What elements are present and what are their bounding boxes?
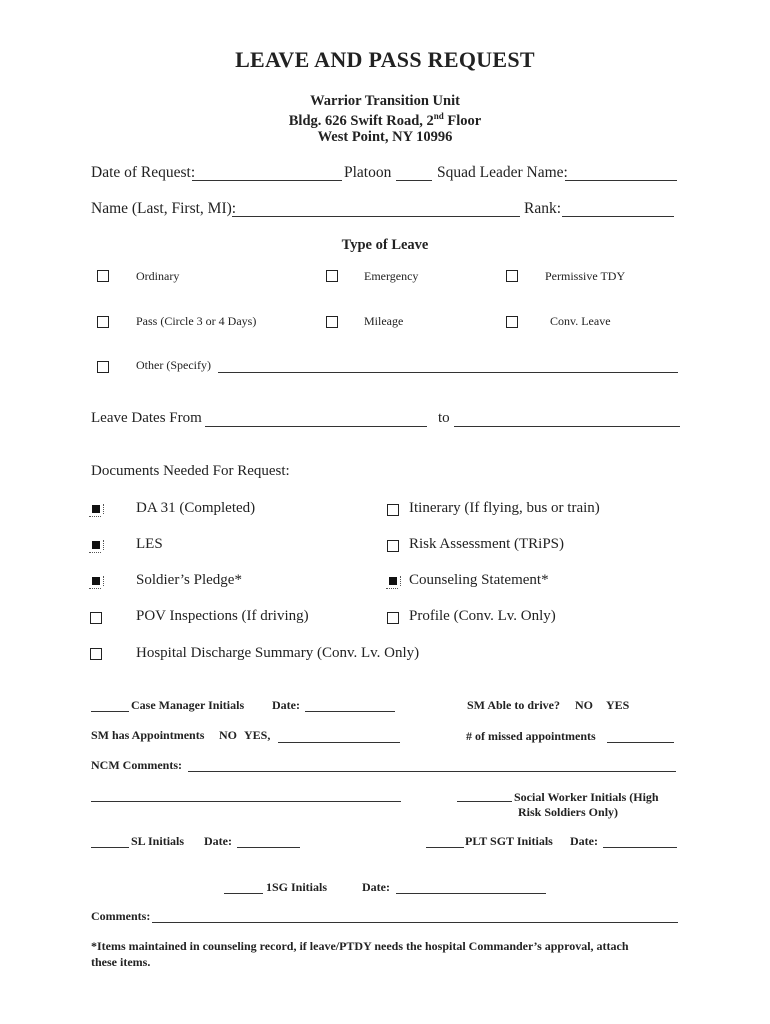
risk-assessment-label: Risk Assessment (TRiPS) <box>409 536 565 552</box>
itinerary-checkbox[interactable] <box>387 504 399 516</box>
hospital-discharge-checkbox[interactable] <box>90 648 102 660</box>
ncm-comments-field[interactable] <box>188 771 676 772</box>
leave-dates-from-label: Leave Dates From <box>91 410 202 426</box>
pov-inspections-checkbox[interactable] <box>90 612 102 624</box>
other-checkbox[interactable] <box>97 361 109 373</box>
ordinary-checkbox[interactable] <box>97 270 109 282</box>
sl-date-label: Date: <box>204 834 232 848</box>
squad-leader-label: Squad Leader Name: <box>437 164 568 181</box>
pov-inspections-label: POV Inspections (If driving) <box>136 608 309 624</box>
drive-no-option[interactable]: NO <box>575 698 593 712</box>
profile-checkbox[interactable] <box>387 612 399 624</box>
squad-leader-field[interactable] <box>565 180 677 181</box>
other-label: Other (Specify) <box>136 358 211 372</box>
conv-leave-checkbox[interactable] <box>506 316 518 328</box>
plt-sgt-initials-field[interactable] <box>426 847 464 848</box>
form-title: LEAVE AND PASS REQUEST <box>235 47 535 72</box>
ordinary-label: Ordinary <box>136 269 180 283</box>
permissive-tdy-label: Permissive TDY <box>545 269 626 283</box>
leave-dates-from-field[interactable] <box>205 426 427 427</box>
documents-heading: Documents Needed For Request: <box>91 463 290 479</box>
date-of-request-label: Date of Request: <box>91 164 196 181</box>
isg-date-field[interactable] <box>396 893 546 894</box>
ncm-comments-field-2[interactable] <box>91 801 401 802</box>
comments-label: Comments: <box>91 909 151 923</box>
profile-label: Profile (Conv. Lv. Only) <box>409 608 556 624</box>
ncm-comments-label: NCM Comments: <box>91 758 182 772</box>
name-field[interactable] <box>232 216 520 217</box>
case-manager-initials-field[interactable] <box>91 711 129 712</box>
rank-field[interactable] <box>562 216 674 217</box>
sl-initials-label: SL Initials <box>131 834 185 848</box>
rank-label: Rank: <box>524 200 562 217</box>
isg-initials-label: 1SG Initials <box>266 880 328 894</box>
soldiers-pledge-checkbox[interactable] <box>92 577 100 585</box>
emergency-label: Emergency <box>364 269 419 283</box>
conv-leave-label: Conv. Leave <box>550 314 611 328</box>
sl-initials-field[interactable] <box>91 847 129 848</box>
emergency-checkbox[interactable] <box>326 270 338 282</box>
da31-label: DA 31 (Completed) <box>136 500 256 516</box>
soldiers-pledge-label: Soldier’s Pledge* <box>136 572 242 588</box>
platoon-label: Platoon <box>344 164 392 181</box>
mileage-label: Mileage <box>364 314 404 328</box>
missed-appointments-label: # of missed appointments <box>466 729 596 743</box>
plt-sgt-initials-label: PLT SGT Initials <box>465 834 553 848</box>
counseling-statement-label: Counseling Statement* <box>409 572 549 588</box>
hospital-discharge-label: Hospital Discharge Summary (Conv. Lv. Only) <box>136 645 420 661</box>
missed-appointments-field[interactable] <box>607 742 674 743</box>
case-manager-date-field[interactable] <box>305 711 395 712</box>
social-worker-label-2: Risk Soldiers Only) <box>518 805 619 819</box>
footnote-line-2: these items. <box>91 955 151 969</box>
unit-address: Bldg. 626 Swift Road, 2nd Floor <box>288 111 482 129</box>
appointments-no-option[interactable]: NO <box>219 728 237 742</box>
social-worker-label-1: Social Worker Initials (High <box>514 790 659 804</box>
isg-date-label: Date: <box>362 880 390 894</box>
sm-able-to-drive-label: SM Able to drive? <box>467 698 560 712</box>
leave-dates-to-label: to <box>438 410 450 426</box>
sl-date-field[interactable] <box>237 847 300 848</box>
mileage-checkbox[interactable] <box>326 316 338 328</box>
other-specify-field[interactable] <box>218 372 678 373</box>
da31-checkbox[interactable] <box>92 505 100 513</box>
platoon-field[interactable] <box>396 180 432 181</box>
date-of-request-field[interactable] <box>192 180 342 181</box>
unit-name: Warrior Transition Unit <box>310 93 460 109</box>
case-manager-date-label: Date: <box>272 698 300 712</box>
pass-label: Pass (Circle 3 or 4 Days) <box>136 314 257 328</box>
social-worker-initials-field[interactable] <box>457 801 512 802</box>
counseling-statement-checkbox[interactable] <box>389 577 397 585</box>
sm-appointments-label: SM has Appointments <box>91 728 205 742</box>
plt-sgt-date-field[interactable] <box>603 847 677 848</box>
pass-checkbox[interactable] <box>97 316 109 328</box>
les-label: LES <box>136 536 163 552</box>
risk-assessment-checkbox[interactable] <box>387 540 399 552</box>
name-label: Name (Last, First, MI): <box>91 200 237 217</box>
case-manager-initials-label: Case Manager Initials <box>131 698 245 712</box>
footnote-line-1: *Items maintained in counseling record, if leave/PTDY needs the hospital Commander’s approval, attach <box>91 939 629 953</box>
drive-yes-option[interactable]: YES <box>606 698 630 712</box>
leave-dates-to-field[interactable] <box>454 426 680 427</box>
appointments-yes-option[interactable]: YES, <box>244 728 271 742</box>
unit-city: West Point, NY 10996 <box>317 129 453 145</box>
appointments-field[interactable] <box>278 742 400 743</box>
comments-field[interactable] <box>152 922 678 923</box>
les-checkbox[interactable] <box>92 541 100 549</box>
permissive-tdy-checkbox[interactable] <box>506 270 518 282</box>
isg-initials-field[interactable] <box>224 893 263 894</box>
itinerary-label: Itinerary (If flying, bus or train) <box>409 500 600 516</box>
plt-sgt-date-label: Date: <box>570 834 598 848</box>
type-of-leave-heading: Type of Leave <box>341 237 429 253</box>
